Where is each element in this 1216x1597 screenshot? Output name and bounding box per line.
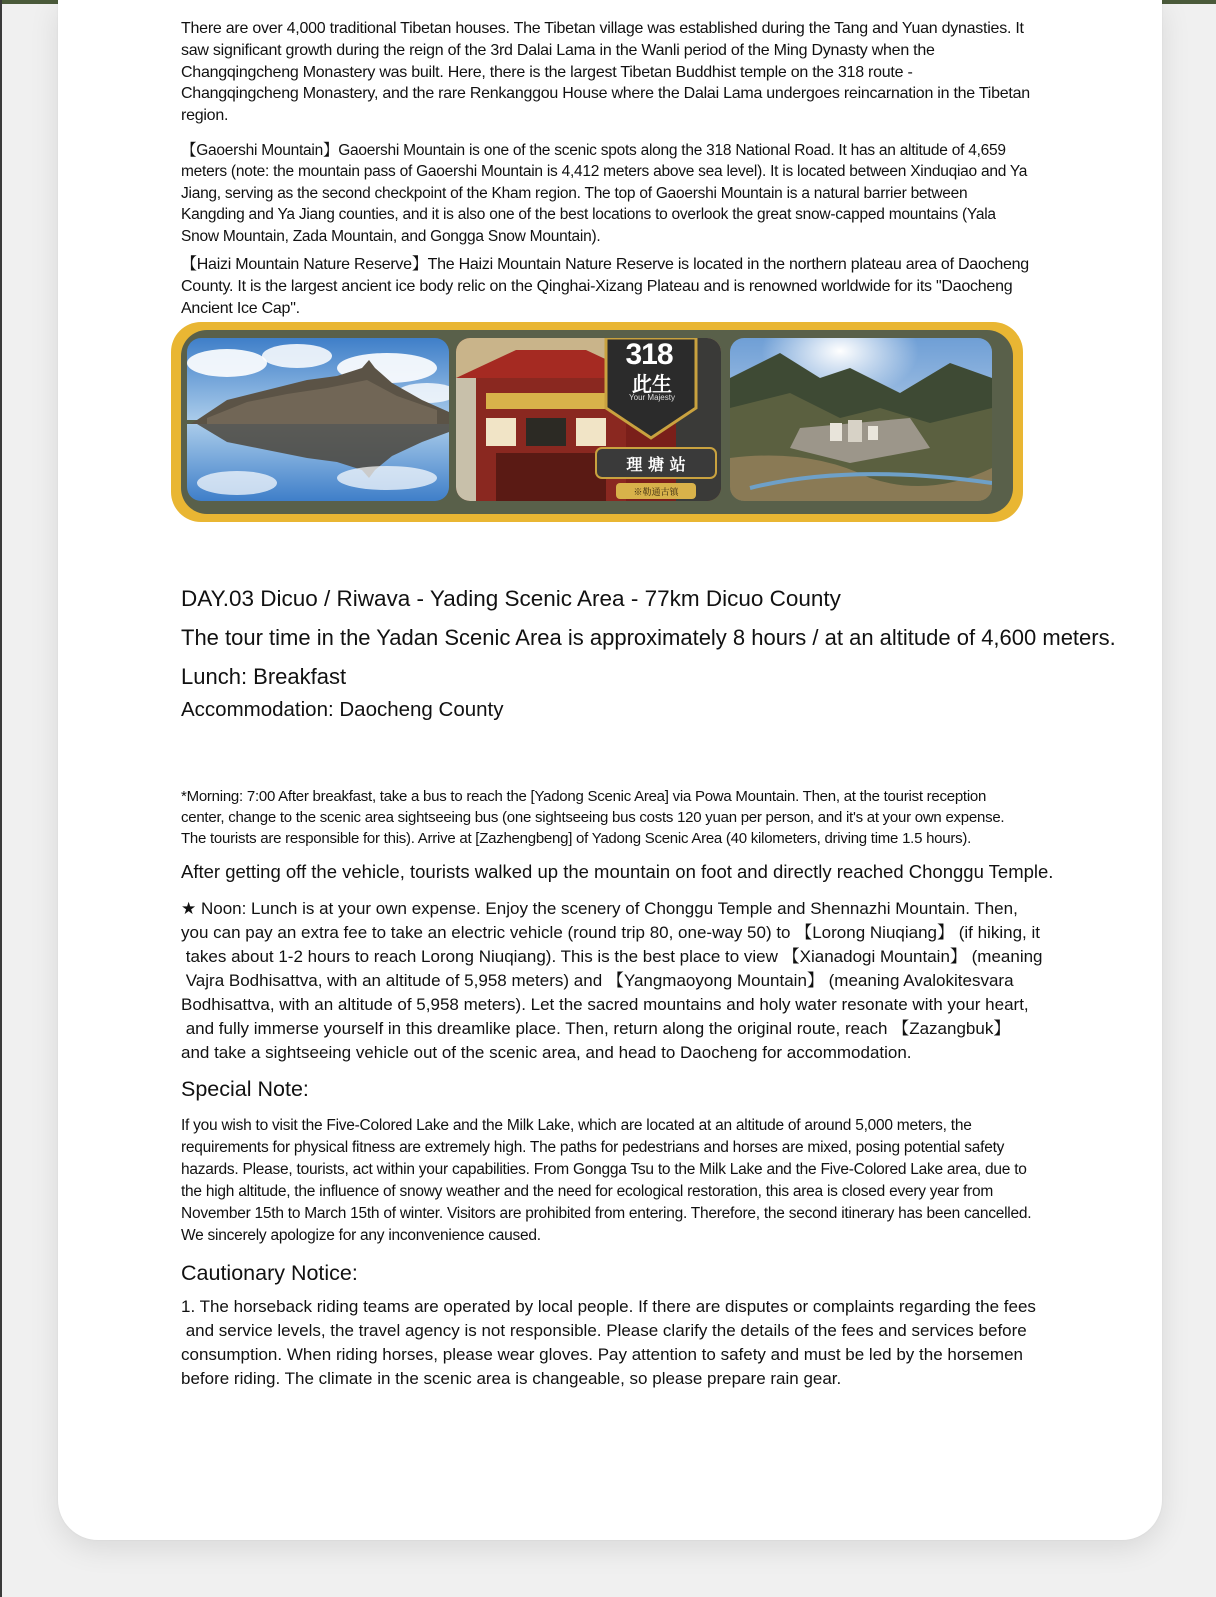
morning-paragraph: *Morning: 7:00 After breakfast, take a bus to reach the [Yadong Scenic Area] via Powa Mountain. Then, at the tourist reception center, change to the scenic area sightseeing bus (one sightseeing bus costs 120 yuan per person, and it's at your own expense. The tourists are responsible for this). Arrive at [Zazhengbeng] of Yadong Scenic Area (40 kilometers, driving time 1.5 hours). <box>181 788 1005 847</box>
accommodation-info: Accommodation: Daocheng County <box>181 698 504 721</box>
intro-paragraph-1: There are over 4,000 traditional Tibetan houses. The Tibetan village was established during the Tang and Yuan dynasties. It saw significant growth during the reign of the 3rd Dalai Lama in the Wanli period of the Ming Dynasty when the Changqingcheng Monastery was built. Here, there is the largest Tibetan Buddhist temple on the 318 route - Changqingcheng Monastery, and the rare Renkanggou House where the Dalai Lama undergoes reincarnation in the Tibetan region. <box>181 20 1030 125</box>
caution-line-1: 1. The horseback riding teams are operated by local people. If there are disputes or complaints regarding the fees <box>181 1297 1036 1316</box>
haizi-paragraph: 【Haizi Mountain Nature Reserve】The Haizi Mountain Nature Reserve is located in the northern plateau area of Daocheng County. It is the largest ancient ice body relic on the Qinghai-Xizang Plateau and is renowned worldwide for its "Daocheng Ancient Ice Cap". <box>181 256 1029 318</box>
noon-section <box>181 897 1061 1065</box>
photo-rock-lake <box>187 338 449 501</box>
morning-section <box>181 786 1031 849</box>
caution-section <box>181 1259 1061 1391</box>
photo-valley-town <box>730 338 992 501</box>
special-note-body: If you wish to visit the Five-Colored Lake and the Milk Lake, which are located at an altitude of around 5,000 meters, the requirements for physical fitness are extremely high. The paths for pedestrians and horses are mixed, posing potential safety hazards. Please, tourists, act within your capabilities. From Gongga Tsu to the Milk Lake and the Five-Colored Lake area, due to the high altitude, the influence of snowy weather and the need for ecological restoration, this area is closed every year from November 15th to March 15th of winter. Visitors are prohibited from entering. Therefore, the second itinerary has been cancelled. We sincerely apologize for any inconvenience caused. <box>181 1117 1032 1244</box>
noon-line-2: you can pay an extra fee to take an electric vehicle (round trip 80, one-way 50) to 【Lorong Niuqiang】 (if hiking, it <box>181 923 1040 942</box>
lunch-info: Lunch: Breakfast <box>181 664 347 689</box>
after-vehicle-text: After getting off the vehicle, tourists walked up the mountain on foot and directly reached Chonggu Temple. <box>181 861 1054 882</box>
noon-line-7: and take a sightseeing vehicle out of the scenic area, and head to Daocheng for accommodation. <box>181 1043 912 1062</box>
sign-number: 318 <box>625 338 673 371</box>
day-section <box>181 584 1141 724</box>
left-border <box>0 0 2 1597</box>
noon-line-4: Vajra Bodhisattva, with an altitude of 5,958 meters) and 【Yangmaoyong Mountain】 (meaning Avalokitesvara <box>181 971 1014 990</box>
after-vehicle-section <box>181 860 1101 884</box>
photo-gallery <box>171 322 1023 522</box>
station-subtitle: ※勒通古镇 <box>633 487 679 497</box>
noon-line-1: ★ Noon: Lunch is at your own expense. Enjoy the scenery of Chonggu Temple and Shennazhi Mountain. Then, <box>181 899 1018 918</box>
caution-line-3: consumption. When riding horses, please wear gloves. Pay attention to safety and must be led by the horsemen <box>181 1345 1023 1364</box>
gallery-frame <box>181 330 1013 514</box>
noon-line-3: takes about 1-2 hours to reach Lorong Niuqiang). This is the best place to view 【Xianadogi Mountain】 (meaning <box>181 947 1043 966</box>
caution-line-2: and service levels, the travel agency is not responsible. Please clarify the details of the fees and services before <box>181 1321 1027 1340</box>
caution-line-4: before riding. The climate in the scenic area is changeable, so please prepare rain gear. <box>181 1369 842 1388</box>
sign-chinese: 此生 <box>632 372 672 396</box>
special-note-section <box>181 1075 1036 1247</box>
photo-litang-temple <box>456 338 721 501</box>
sign-english: Your Majesty <box>629 393 675 402</box>
noon-line-6: and fully immerse yourself in this dreamlike place. Then, return along the original route, reach 【Zazangbuk】 <box>181 1019 1011 1038</box>
intro-section <box>181 18 1031 320</box>
day-title: DAY.03 Dicuo / Riwava - Yading Scenic Area - 77km Dicuo County <box>181 586 841 611</box>
noon-line-5: Bodhisattva, with an altitude of 5,958 meters). Let the sacred mountains and holy water resonate with your heart, <box>181 995 1029 1014</box>
tour-time: The tour time in the Yadan Scenic Area is approximately 8 hours / at an altitude of 4,600 meters. <box>181 625 1116 650</box>
caution-heading: Cautionary Notice: <box>181 1261 358 1285</box>
gaoershi-paragraph: 【Gaoershi Mountain】Gaoershi Mountain is one of the scenic spots along the 318 National Road. It has an altitude of 4,659 meters (note: the mountain pass of Gaoershi Mountain is 4,412 meters above sea level). It is located between Xinduqiao and Ya Jiang, serving as the second checkpoint of the Kham region. The top of Gaoershi Mountain is a natural barrier between Kangding and Ya Jiang counties, and it is also one of the best locations to overlook the great snow-capped mountains (Yala Snow Mountain, Zada Mountain, and Gongga Snow Mountain). <box>181 141 1028 245</box>
station-label: 理 塘 站 <box>626 455 686 474</box>
special-note-heading: Special Note: <box>181 1077 309 1101</box>
